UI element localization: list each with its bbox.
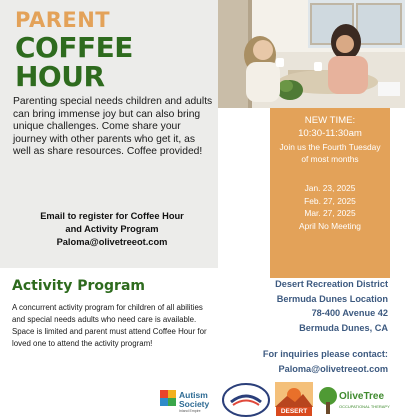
email-register-block [12, 210, 212, 249]
circle-emblem-icon [221, 382, 271, 418]
location-line-4: Bermuda Dunes, CA [299, 322, 388, 333]
title-parent: PARENT [15, 8, 111, 32]
tree-icon [317, 382, 339, 418]
cafe-photo-illustration [218, 0, 405, 108]
date-item: April No Meeting [299, 220, 361, 231]
autism-society-sub: Inland Empire [179, 409, 201, 413]
autism-society-name: Autism Society [179, 390, 210, 409]
desert-logo-name: DESERT [276, 407, 312, 416]
location-line-1: Desert Recreation District [275, 279, 388, 289]
location-line-3: 78-400 Avenue 42 [311, 308, 388, 318]
inquiry-block [263, 347, 388, 376]
sun-mountain-icon [275, 382, 313, 407]
intro-paragraph: Parenting special needs children and adults can bring immense joy but can also bring unique challenges. Come share your journey with other parents who get it, as well as share resources. Coffee provided! [13, 96, 213, 158]
meeting-dates [270, 182, 390, 232]
location-line-2: Bermuda Dunes Location [276, 293, 388, 304]
activity-program-title: Activity Program [12, 278, 145, 294]
inquiry-email[interactable]: Paloma@olivetreeot.com [278, 363, 388, 374]
olive-tree-logo [317, 382, 397, 418]
olive-tree-name: OliveTree [339, 391, 385, 402]
olive-tree-sub: OCCUPATIONAL THERAPY [339, 404, 390, 409]
location-block [275, 277, 388, 335]
email-line-2: and Activity Program [65, 224, 159, 234]
recurrence-line-2: of most months [301, 154, 359, 164]
recurrence-line-1: Join us the Fourth Tuesday [279, 142, 381, 152]
date-item: Mar. 27, 2025 [304, 208, 356, 219]
email-address[interactable]: Paloma@olivetreeot.com [56, 237, 168, 247]
flyer-title [15, 10, 133, 91]
date-item: Jan. 23, 2025 [304, 183, 356, 193]
desert-recreation-logo [275, 382, 313, 418]
sponsor-logos [155, 382, 405, 418]
activity-program-body: A concurrent activity program for children of all abilities and special needs adults who need care is available. Space is limited and parent must attend Coffee Hour for loved one to attend the activity program! [12, 303, 207, 348]
recurrence-text [270, 141, 390, 165]
cafe-photo [218, 0, 405, 108]
schedule-box [270, 108, 390, 278]
autism-society-logo [157, 382, 219, 418]
inquiry-label: For inquiries please contact: [262, 349, 388, 359]
meeting-time: 10:30-11:30am [298, 128, 362, 139]
title-hour: HOUR [15, 60, 105, 93]
circle-emblem-logo [221, 382, 271, 418]
title-coffee: COFFEE [15, 31, 133, 64]
new-time-label: NEW TIME: [304, 115, 356, 126]
date-item: Feb. 27, 2025 [304, 195, 356, 206]
puzzle-ribbon-icon [157, 382, 179, 418]
email-line-1: Email to register for Coffee Hour [40, 211, 184, 221]
